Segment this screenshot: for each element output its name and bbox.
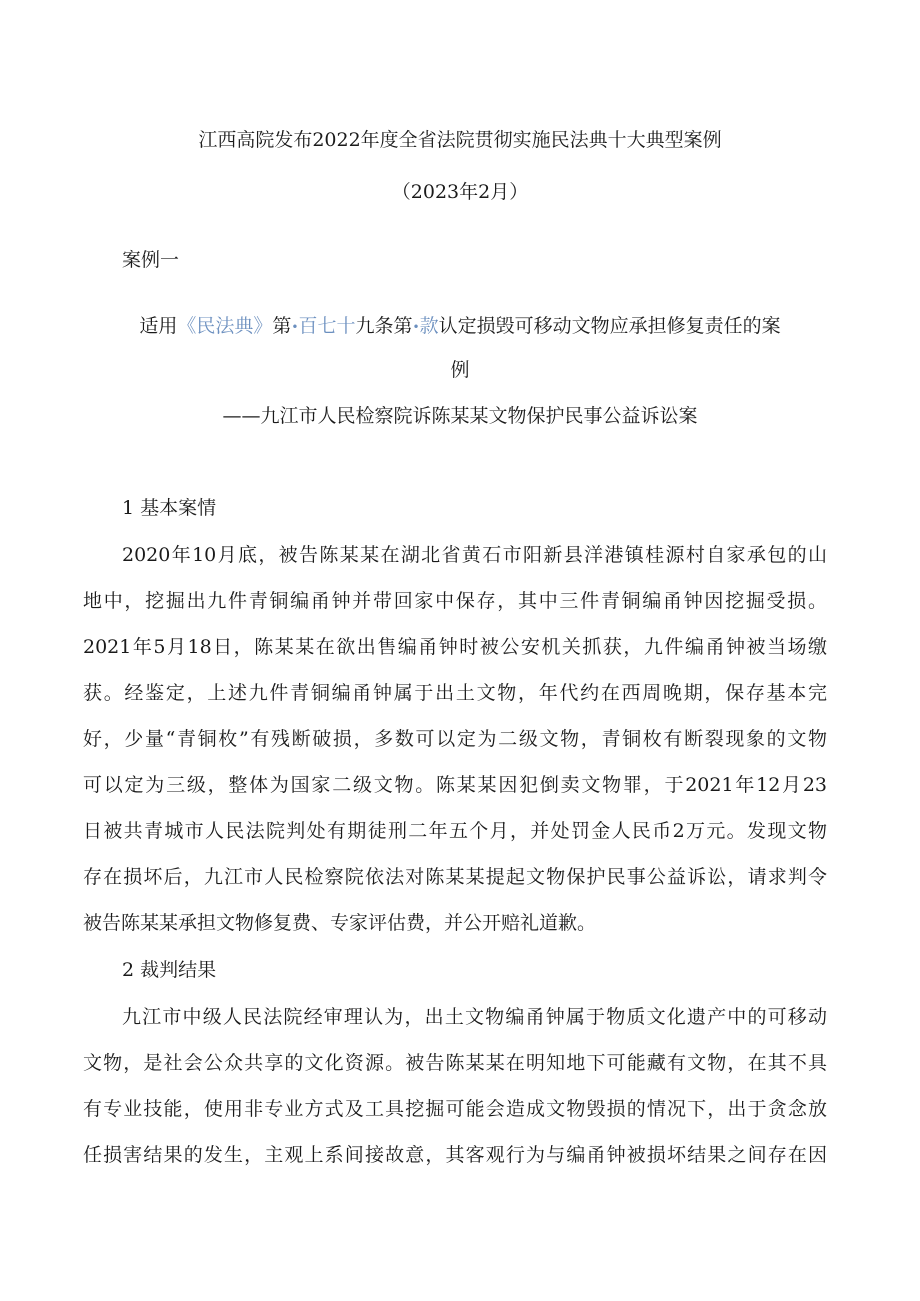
paragraph-line: 任损害结果的发生，主观上系间接故意，其客观行为与编甬钟被损坏结果之间存在因 [83, 1144, 827, 1166]
subtitle-part-b: 九条第 [355, 315, 413, 337]
paragraph-line: 文物，是社会公众共享的文化资源。被告陈某某在明知地下可能藏有文物，在其不具 [83, 1052, 827, 1074]
subtitle-prefix: 适用 [139, 315, 178, 337]
link-dot-icon: • [412, 320, 420, 334]
case-subtitle-continued: 例 [450, 359, 470, 381]
article-number-link[interactable]: 百七十 [298, 315, 356, 337]
document-date: （2023年2月） [391, 181, 529, 203]
paragraph-line: 九江市中级人民法院经审理认为，出土文物编甬钟属于物质文化遗产中的可移动 [122, 1006, 827, 1028]
paragraph-line: 有专业技能，使用非专业方式及工具挖掘可能会造成文物毁损的情况下，出于贪念放 [83, 1098, 827, 1120]
paragraph-line: 获。经鉴定，上述九件青铜编甬钟属于出土文物，年代约在西周晚期，保存基本完 [83, 682, 827, 704]
case-subtitle [0, 312, 920, 341]
paragraph-line: 存在损坏后，九江市人民检察院依法对陈某某提起文物保护民事公益诉讼，请求判令 [83, 866, 827, 888]
paragraph-line: 好，少量“青铜枚”有残断破损，多数可以定为二级文物，青铜枚有断裂现象的文物 [83, 728, 827, 750]
document-title: 江西高院发布2022年度全省法院贯彻实施民法典十大典型案例 [198, 129, 722, 151]
section-heading-basic-facts: 1 基本案情 [122, 497, 217, 519]
case-name: ——九江市人民检察院诉陈某某文物保护民事公益诉讼案 [222, 405, 698, 427]
link-dot-icon: • [291, 320, 299, 334]
paragraph-line: 被告陈某某承担文物修复费、专家评估费，并公开赔礼道歉。 [83, 912, 597, 934]
paragraph-line: 2020年10月底，被告陈某某在湖北省黄石市阳新县洋港镇桂源村自家承包的山 [122, 544, 827, 566]
paragraph-line: 2021年5月18日，陈某某在欲出售编甬钟时被公安机关抓获，九件编甬钟被当场缴 [83, 636, 827, 658]
paragraph-line: 可以定为三级，整体为国家二级文物。陈某某因犯倒卖文物罪，于2021年12月23 [83, 774, 827, 796]
clause-link[interactable]: 款 [419, 315, 439, 337]
section-heading-judgment: 2 裁判结果 [122, 959, 217, 981]
paragraph-line: 地中，挖掘出九件青铜编甬钟并带回家中保存，其中三件青铜编甬钟因挖掘受损。 [83, 590, 827, 612]
subtitle-part-c: 认定损毁可移动文物应承担修复责任的案 [438, 315, 781, 337]
case-label: 案例一 [122, 249, 180, 271]
civil-code-link[interactable]: 《民法典》 [177, 315, 273, 337]
judgment-paragraph [83, 994, 827, 1178]
basic-facts-paragraph [83, 532, 827, 946]
paragraph-line: 日被共青城市人民法院判处有期徒刑二年五个月，并处罚金人民币2万元。发现文物 [83, 820, 827, 842]
subtitle-part-a: 第 [272, 315, 292, 337]
